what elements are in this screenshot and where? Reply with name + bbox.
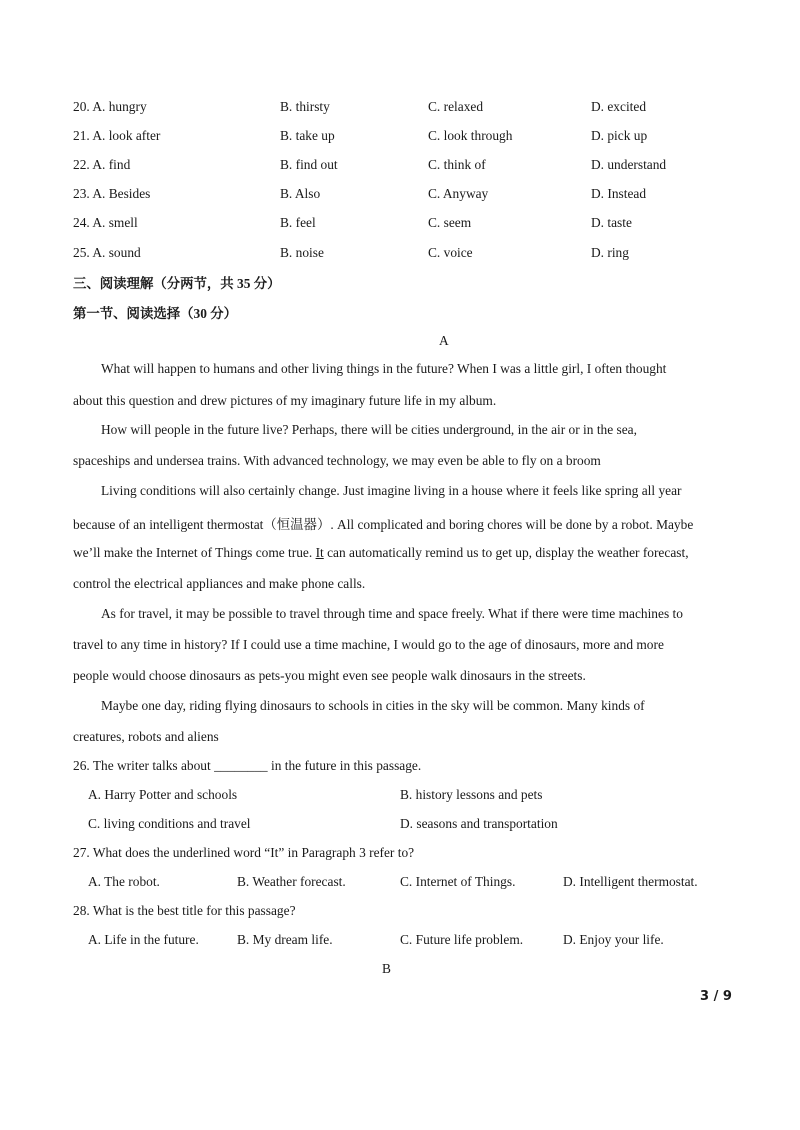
option-b: B. feel: [280, 215, 316, 230]
option-a: 23. A. Besides: [73, 186, 151, 201]
page-number: 3 / 9: [700, 989, 732, 1004]
passage-line: Living conditions will also certainly change. Just imagine living in a house where it feels like spring all year: [101, 483, 682, 498]
passage-line: because of an intelligent thermostat（恒温器）. All complicated and boring chores will be done by a robot. Maybe: [73, 517, 694, 532]
option-c: C. Anyway: [428, 186, 489, 201]
option-c: C. relaxed: [428, 99, 484, 114]
option-b: B. thirsty: [280, 99, 330, 114]
option-c: C. look through: [428, 128, 513, 143]
passage-line: How will people in the future live? Perhaps, there will be cities underground, in the air or in the sea,: [101, 422, 637, 437]
option-b: B. take up: [280, 128, 335, 143]
option-c: C. think of: [428, 157, 486, 172]
answer-option: A. Life in the future.: [88, 932, 199, 947]
option-d: D. excited: [591, 99, 647, 114]
option-d: D. pick up: [591, 128, 648, 143]
option-a: 24. A. smell: [73, 215, 138, 230]
passage-line: spaceships and undersea trains. With advanced technology, we may even be able to fly on a broom: [73, 453, 601, 468]
section-subheading: 第一节、阅读选择（30 分）: [73, 306, 238, 321]
passage-line: What will happen to humans and other living things in the future? When I was a little girl, I often thought: [101, 361, 667, 376]
option-d: D. Instead: [591, 186, 647, 201]
answer-option: C. Internet of Things.: [400, 874, 516, 889]
passage-letter-a: A: [439, 333, 449, 348]
option-b: B. noise: [280, 245, 324, 260]
answer-option: B. history lessons and pets: [400, 787, 543, 802]
option-c: C. seem: [428, 215, 472, 230]
passage-line: people would choose dinosaurs as pets-you might even see people walk dinosaurs in the streets.: [73, 668, 586, 683]
answer-option: D. Intelligent thermostat.: [563, 874, 698, 889]
answer-option: C. living conditions and travel: [88, 816, 251, 831]
underlined-word: It: [315, 545, 324, 560]
question-stem: 27. What does the underlined word “It” in Paragraph 3 refer to?: [73, 845, 415, 860]
section-heading: 三、阅读理解（分两节，共 35 分）: [73, 276, 281, 291]
passage-line: about this question and drew pictures of my imaginary future life in my album.: [73, 393, 497, 408]
option-a: 22. A. find: [73, 157, 131, 172]
question-stem: 28. What is the best title for this passage?: [73, 903, 296, 918]
answer-option: D. seasons and transportation: [400, 816, 558, 831]
option-a: 21. A. look after: [73, 128, 161, 143]
passage-line-end: can automatically remind us to get up, display the weather forecast,: [323, 545, 689, 560]
passage-line: control the electrical appliances and make phone calls.: [73, 576, 366, 591]
answer-option: B. Weather forecast.: [237, 874, 346, 889]
option-a: 20. A. hungry: [73, 99, 147, 114]
passage-line: creatures, robots and aliens: [73, 729, 219, 744]
option-b: B. Also: [280, 186, 321, 201]
answer-option: C. Future life problem.: [400, 932, 524, 947]
passage-line: [73, 545, 689, 561]
passage-letter-b: B: [382, 961, 391, 976]
option-d: D. taste: [591, 215, 632, 230]
answer-option: A. Harry Potter and schools: [88, 787, 238, 802]
passage-line: travel to any time in history? If I could use a time machine, I would go to the age of dinosaurs, more and more: [73, 637, 664, 652]
passage-line: As for travel, it may be possible to travel through time and space freely. What if there were time machines to: [101, 606, 683, 621]
option-d: D. understand: [591, 157, 667, 172]
answer-option: B. My dream life.: [237, 932, 333, 947]
passage-line-start: we’ll make the Internet of Things come true.: [73, 545, 313, 560]
option-a: 25. A. sound: [73, 245, 141, 260]
question-stem: 26. The writer talks about ________ in the future in this passage.: [73, 758, 422, 773]
answer-option: A. The robot.: [88, 874, 160, 889]
option-b: B. find out: [280, 157, 338, 172]
passage-line: Maybe one day, riding flying dinosaurs to schools in cities in the sky will be common. Many kinds of: [101, 698, 645, 713]
answer-option: D. Enjoy your life.: [563, 932, 664, 947]
option-d: D. ring: [591, 245, 629, 260]
option-c: C. voice: [428, 245, 473, 260]
